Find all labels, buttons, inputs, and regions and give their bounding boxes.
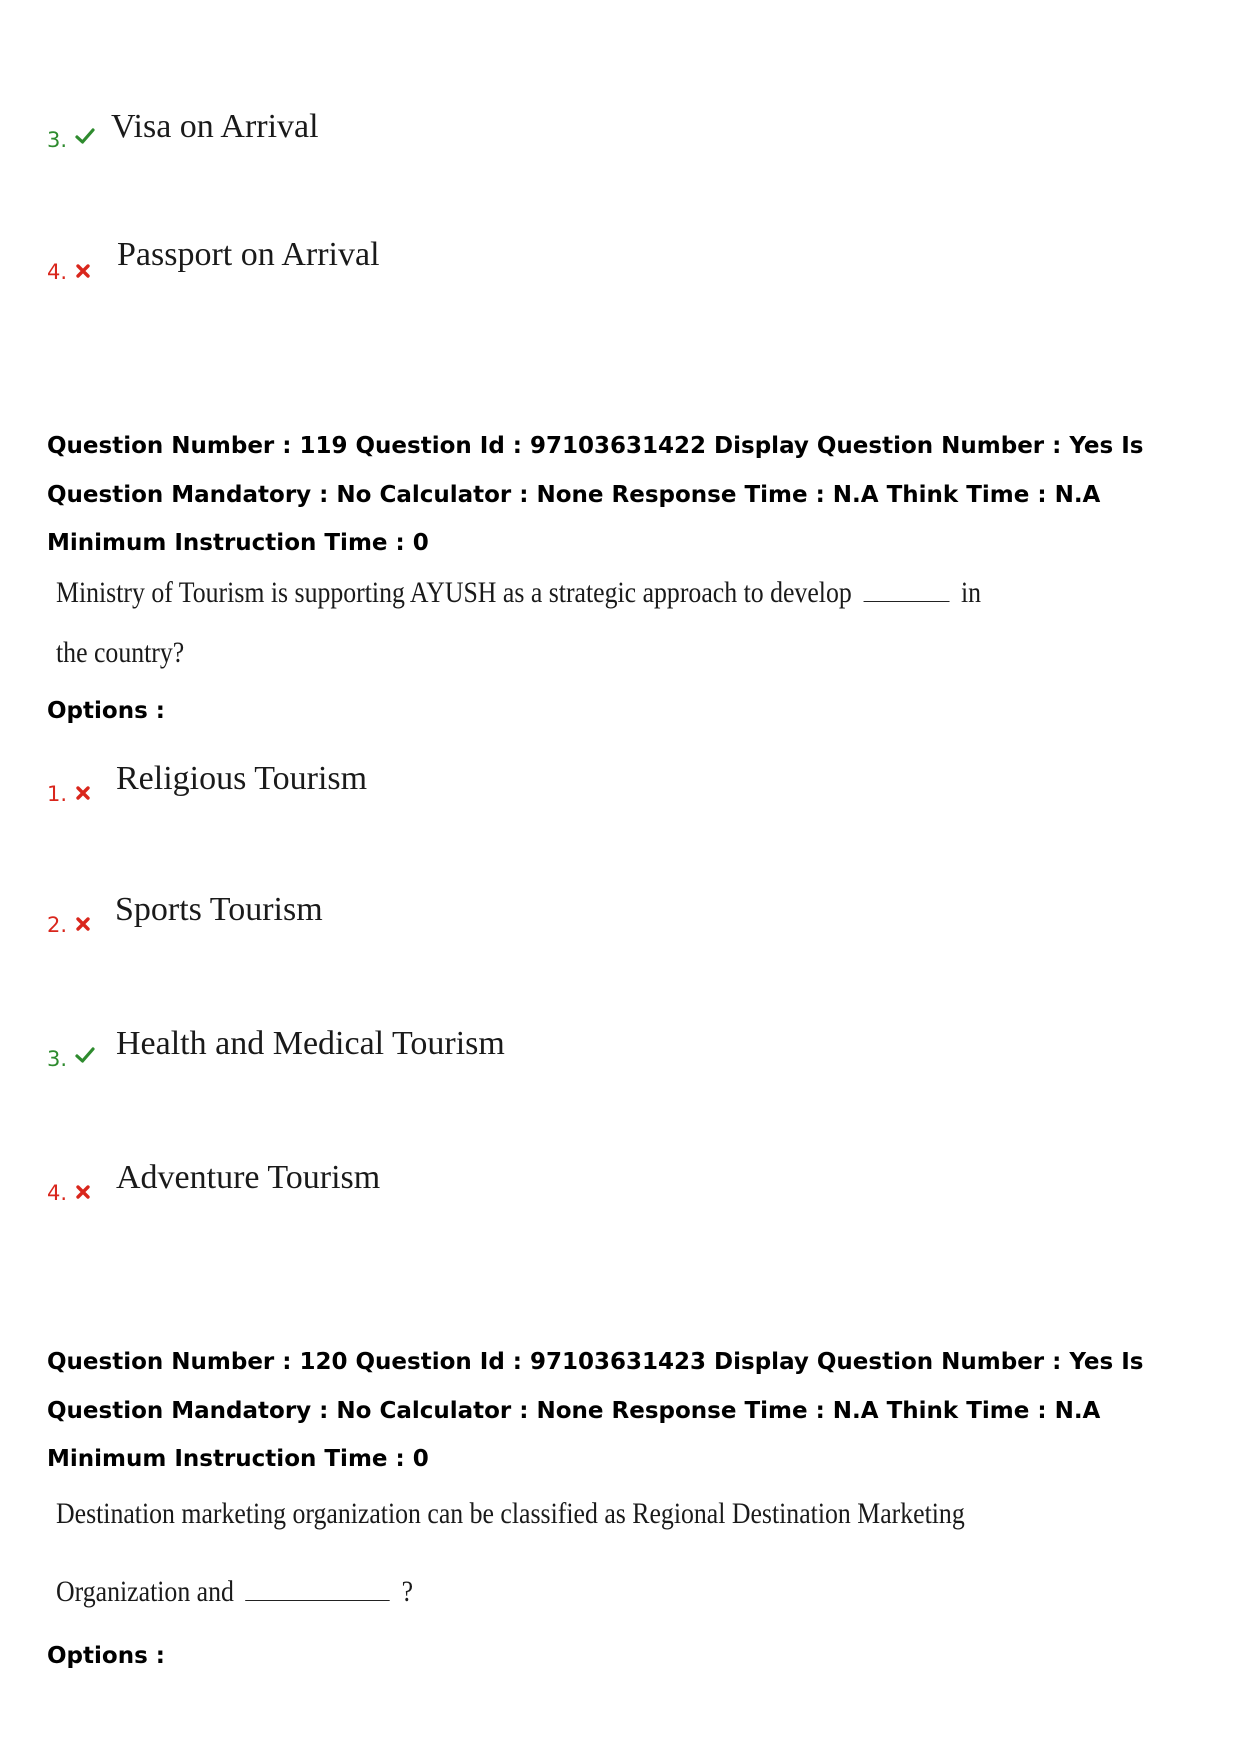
- question-stem-text: ?: [401, 1575, 414, 1608]
- question-stem-line: Destination marketing organization can be classified as Regional Destination Marketing: [56, 1497, 965, 1530]
- option-number: 2.: [47, 913, 68, 937]
- cross-icon: [75, 916, 91, 932]
- question-stem-line: [56, 576, 981, 610]
- question-stem-line: [56, 1575, 413, 1609]
- cross-icon: [75, 1184, 91, 1200]
- option-text: Religious Tourism: [116, 760, 368, 797]
- option-number: 4.: [47, 260, 68, 284]
- question-stem-line: the country?: [56, 636, 185, 669]
- option-text: Passport on Arrival: [117, 236, 380, 273]
- question-meta: Question Number : 119 Question Id : 97103631422 Display Question Number : Yes Is Question Mandatory : No Calculator : None Response Time : N.A Think Time : N.A Minimum Instruction Time : 0: [47, 433, 1144, 556]
- option-text: Health and Medical Tourism: [116, 1025, 505, 1062]
- option-text: Adventure Tourism: [116, 1159, 381, 1196]
- option-number: 3.: [47, 1047, 68, 1071]
- option-number: 3.: [47, 128, 68, 152]
- question-stem-text: Ministry of Tourism is supporting AYUSH as a strategic approach to develop: [56, 576, 852, 609]
- check-icon: [75, 1045, 95, 1065]
- fill-in-blank: [246, 1576, 390, 1601]
- options-label: Options :: [47, 698, 165, 724]
- cross-icon: [75, 263, 91, 279]
- cross-icon: [75, 785, 91, 801]
- option-text: Visa on Arrival: [111, 108, 319, 145]
- question-stem-text: Organization and: [56, 1575, 234, 1608]
- option-number: 1.: [47, 782, 68, 806]
- question-stem-text: in: [960, 576, 982, 609]
- option-number: 4.: [47, 1181, 68, 1205]
- question-meta: Question Number : 120 Question Id : 97103631423 Display Question Number : Yes Is Question Mandatory : No Calculator : None Response Time : N.A Think Time : N.A Minimum Instruction Time : 0: [47, 1349, 1144, 1472]
- option-text: Sports Tourism: [115, 891, 323, 928]
- check-icon: [75, 126, 95, 146]
- fill-in-blank: [863, 577, 949, 602]
- options-label: Options :: [47, 1643, 165, 1669]
